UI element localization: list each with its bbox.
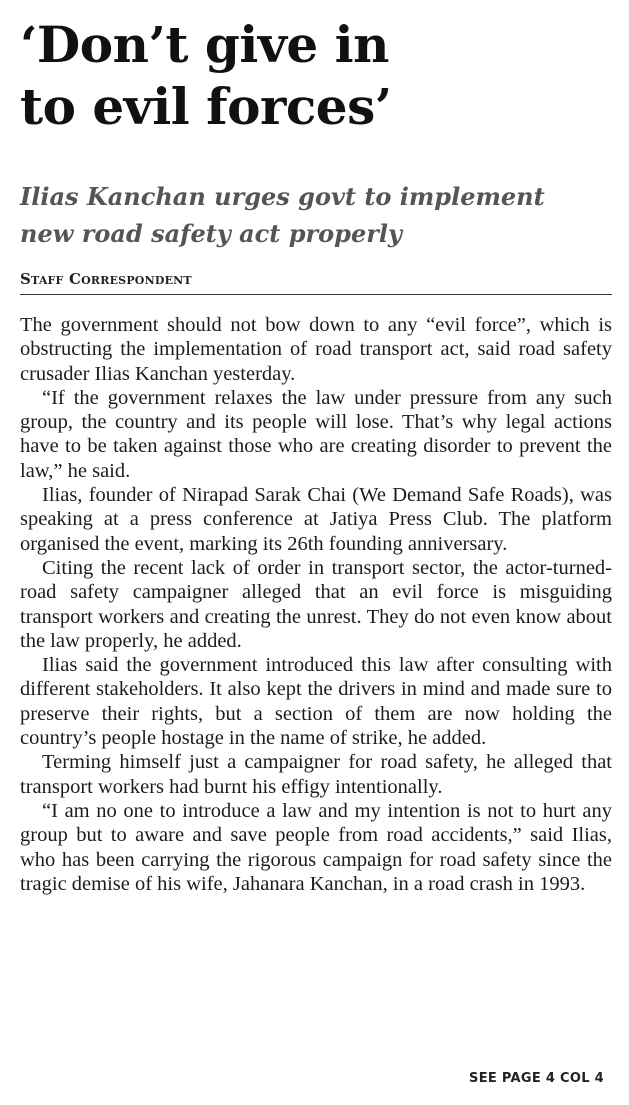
news-article (20, 0, 616, 1105)
subheadline (20, 178, 616, 252)
headline (20, 14, 616, 138)
continued-jump-line: SEE PAGE 4 COL 4 (469, 1071, 604, 1086)
body-paragraph: The government should not bow down to any “evil force”, which is obstructing the implementation of road transport act, said road safety crusader Ilias Kanchan yesterday. (20, 314, 612, 385)
body-paragraph: “If the government relaxes the law under pressure from any such group, the country and its people will lose. That’s why legal actions have to be taken against those who are creating disorder to prevent the law,” he said. (20, 386, 612, 482)
body-paragraph: Ilias, founder of Nirapad Sarak Chai (We Demand Safe Roads), was speaking at a press conference at Jatiya Press Club. The platform organised the event, marking its 26th founding anniversary. (20, 484, 612, 555)
subheadline-line-1: Ilias Kanchan urges govt to implement (20, 182, 545, 211)
divider-rule (20, 294, 612, 295)
headline-line-2: to evil forces’ (20, 77, 392, 136)
subheadline-line-2: new road safety act properly (20, 219, 402, 248)
headline-line-1: ‘Don’t give in (20, 15, 389, 74)
body-paragraph: Citing the recent lack of order in transport sector, the actor-turned-road safety campaigner alleged that an evil force is misguiding transport workers and creating the unrest. They do not even know about the law properly, he added. (20, 556, 612, 652)
body-paragraph: “I am no one to introduce a law and my intention is not to hurt any group but to aware and save people from road accidents,” said Ilias, who has been carrying the rigorous campaign for road safety since the tragic demise of his wife, Jahanara Kanchan, in a road crash in 1993. (20, 799, 612, 895)
article-body (20, 313, 612, 896)
byline: Staff Correspondent (20, 270, 192, 288)
body-paragraph: Terming himself just a campaigner for road safety, he alleged that transport workers had burnt his effigy intentionally. (20, 751, 612, 798)
body-paragraph: Ilias said the government introduced this law after consulting with different stakeholders. It also kept the drivers in mind and made sure to preserve their rights, but a section of them are now holding the country’s people hostage in the name of strike, he added. (20, 654, 612, 750)
